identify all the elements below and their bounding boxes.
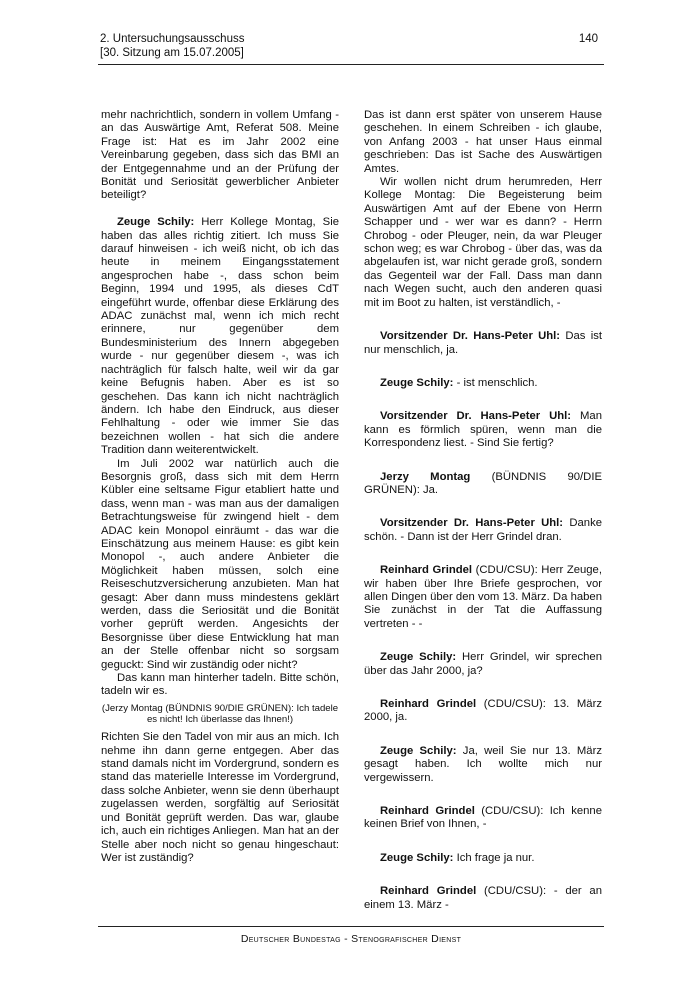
speaker-name: Vorsitzender Dr. Hans-Peter Uhl: bbox=[380, 517, 564, 530]
paragraph: Richten Sie den Tadel von mir aus an mich. Ich nehme ihn dann gerne entgegen. Aber das stand damals nicht im Vordergrund, sondern es stand das materielle Interesse im Vordergrund, dass solche Anbieter, wenn sie denn überhaupt zugelassen werden, sorgfältig auf Seriosität und Bonität geprüft werden. Das war, glaube ich, auch ein richtiges Anliegen. Man hat an der Stelle aber noch nicht so genau hingeschaut: Wer ist zuständig? bbox=[101, 731, 339, 864]
committee-title: 2. Untersuchungsausschuss bbox=[100, 33, 245, 45]
speech-text: (CDU/CSU): 13. März 2000, ja. bbox=[364, 698, 602, 724]
right-column bbox=[364, 109, 602, 912]
page-number: 140 bbox=[578, 33, 598, 45]
speaker-name: Zeuge Schily: bbox=[117, 216, 195, 229]
speech-text: Das ist nur menschlich, ja. bbox=[364, 330, 602, 356]
speaker-name: Jerzy Montag bbox=[380, 470, 471, 483]
paragraph: mehr nachrichtlich, sondern in vollem Umfang - an das Auswärtige Amt, Referat 508. Meine Frage ist: Hat es im Jahr 2002 eine Vereinbarung gegeben, dass sich das BMI an der Entgegennahme und an der Prüfung der Bonität und Seriosität gewerblicher Anbieter beteiligt? bbox=[101, 109, 339, 202]
speech-text: (BÜNDNIS 90/DIE GRÜNEN): Ja. bbox=[364, 470, 602, 496]
speaker-name: Reinhard Grindel bbox=[380, 698, 477, 710]
speech-paragraph bbox=[364, 885, 602, 912]
speech-paragraph bbox=[364, 852, 602, 865]
speaker-name: Zeuge Schily: bbox=[380, 376, 454, 389]
speech-text: (CDU/CSU): Herr Zeuge, wir haben über Ihre Briefe gesprochen, vor allen Dingen über den vom 13. März. Da haben Sie zunächst in der Tat die Auffassung vertreten - - bbox=[364, 564, 602, 630]
speech-paragraph bbox=[101, 216, 339, 457]
header-divider bbox=[98, 64, 604, 65]
interjection: (Jerzy Montag (BÜNDNIS 90/DIE GRÜNEN): Ich tadele es nicht! Ich überlasse das Ihnen!) bbox=[101, 702, 339, 726]
speaker-name: Reinhard Grindel bbox=[380, 805, 475, 818]
speech-paragraph bbox=[364, 330, 602, 357]
speech-text: Herr Kollege Montag, Sie haben das alles richtig zitiert. Ich muss Sie darauf hinweisen - ich weiß nicht, ob ich das heute in meinem Eingangsstatement angesprochen habe -, dass schon beim Beginn, 1994 und 1995, als dieses CdT eingeführt wurde, offenbar diese Erklärung des ADAC zunächst mal, wenn ich mich recht erinnere, nur gegenüber dem Bundesministerium des Innern abgegeben wurde - nur gegenüber diesem -, was ich nachträglich für falsch halte, weil wir da gar keine Befugnis haben. Aber es ist so geschehen. Das kann ich nicht nachträglich ändern. Ich habe den Eindruck, aus dieser Fehlhaltung - oder wie immer Sie das bezeichnen wollen - hat sich die andere Tradition dann weiterentwickelt. bbox=[101, 216, 339, 457]
session-date: [30. Sitzung am 15.07.2005] bbox=[100, 47, 244, 59]
speaker-name: Zeuge Schily: bbox=[380, 744, 457, 757]
speech-paragraph bbox=[364, 564, 602, 631]
speaker-name: Vorsitzender Dr. Hans-Peter Uhl: bbox=[380, 410, 572, 423]
speech-paragraph bbox=[364, 471, 602, 498]
speech-paragraph bbox=[364, 698, 602, 725]
paragraph: Im Juli 2002 war natürlich auch die Besorgnis groß, dass sich mit dem Herrn Kübler eine seltsame Figur etabliert hatte und dass, wenn man - was man aus der damaligen Betrachtungsweise für zwingend hielt - dem ADAC kein Monopol einräumt - das war die Einschätzung aus meinem Hause: es gibt kein Monopol -, auch andere Anbieter die Möglichkeit haben müssen, solch eine Reiseschutzversicherung anzubieten. Man hat gesagt: Aber dann muss mindestens geklärt werden, dass die Seriosität und die Bonität vorher geprüft werden. Angesichts der Besorgnisse über diese Entwicklung hat man an der Stelle offenbar nicht so sorgsam geguckt: Sind wir zuständig oder nicht? bbox=[101, 457, 339, 671]
speech-text: Ja, weil Sie nur 13. März gesagt haben. Ich wollte mich nur vergewissern. bbox=[364, 744, 603, 784]
footer-divider bbox=[98, 926, 604, 927]
speech-text: Danke schön. - Dann ist der Herr Grindel dran. bbox=[364, 517, 603, 543]
speaker-name: Zeuge Schily: bbox=[380, 851, 454, 864]
paragraph: Das ist dann erst später von unserem Hause geschehen. In einem Schreiben - ich glaube, von Anfang 2003 - hat unser Haus einmal geschrieben: Das ist Sache des Auswärtigen Amtes. bbox=[364, 109, 602, 175]
speaker-name: Zeuge Schily: bbox=[380, 651, 457, 664]
speaker-name: Vorsitzender Dr. Hans-Peter Uhl: bbox=[380, 330, 561, 343]
speech-text: (CDU/CSU): Ich kenne keinen Brief von Ihnen, - bbox=[364, 805, 602, 831]
speech-paragraph bbox=[364, 377, 602, 390]
speech-text: - ist menschlich. bbox=[453, 376, 538, 389]
speech-paragraph bbox=[364, 805, 602, 832]
speaker-name: Reinhard Grindel bbox=[380, 564, 473, 577]
speech-text: (CDU/CSU): - der an einem 13. März - bbox=[364, 885, 602, 911]
speech-text: Man kann es förmlich spüren, wenn man die Korrespondenz liest. - Sind Sie fertig? bbox=[364, 410, 602, 450]
left-column bbox=[101, 109, 339, 865]
speech-text: Ich frage ja nur. bbox=[453, 851, 535, 864]
speaker-name: Reinhard Grindel bbox=[380, 885, 477, 898]
speech-paragraph bbox=[364, 651, 602, 678]
speech-paragraph bbox=[364, 517, 602, 544]
paragraph: Wir wollen nicht drum herumreden, Herr Kollege Montag: Die Begeisterung beim Auswärtigen Amt auf der Ebene von Herrn Schapper und - wer war es dann? - Herrn Chrobog - oder Pleuger, nein, da war Pleuger schon weg; es war Chrobog - über das, was da abgelaufen ist, war nicht gerade groß, sondern das Gegenteil war der Fall. Dass man dann nach Wegen sucht, auch den anderen quasi mit im Boot zu halten, ist verständlich, - bbox=[364, 176, 602, 309]
speech-text: Herr Grindel, wir sprechen über das Jahr 2000, ja? bbox=[364, 651, 602, 677]
speech-paragraph bbox=[364, 745, 602, 785]
page-footer: Deutscher Bundestag - Stenografischer Dienst bbox=[240, 933, 462, 945]
paragraph: Das kann man hinterher tadeln. Bitte schön, tadeln wir es. bbox=[101, 672, 339, 698]
speech-paragraph bbox=[364, 410, 602, 450]
page-header bbox=[100, 32, 602, 60]
